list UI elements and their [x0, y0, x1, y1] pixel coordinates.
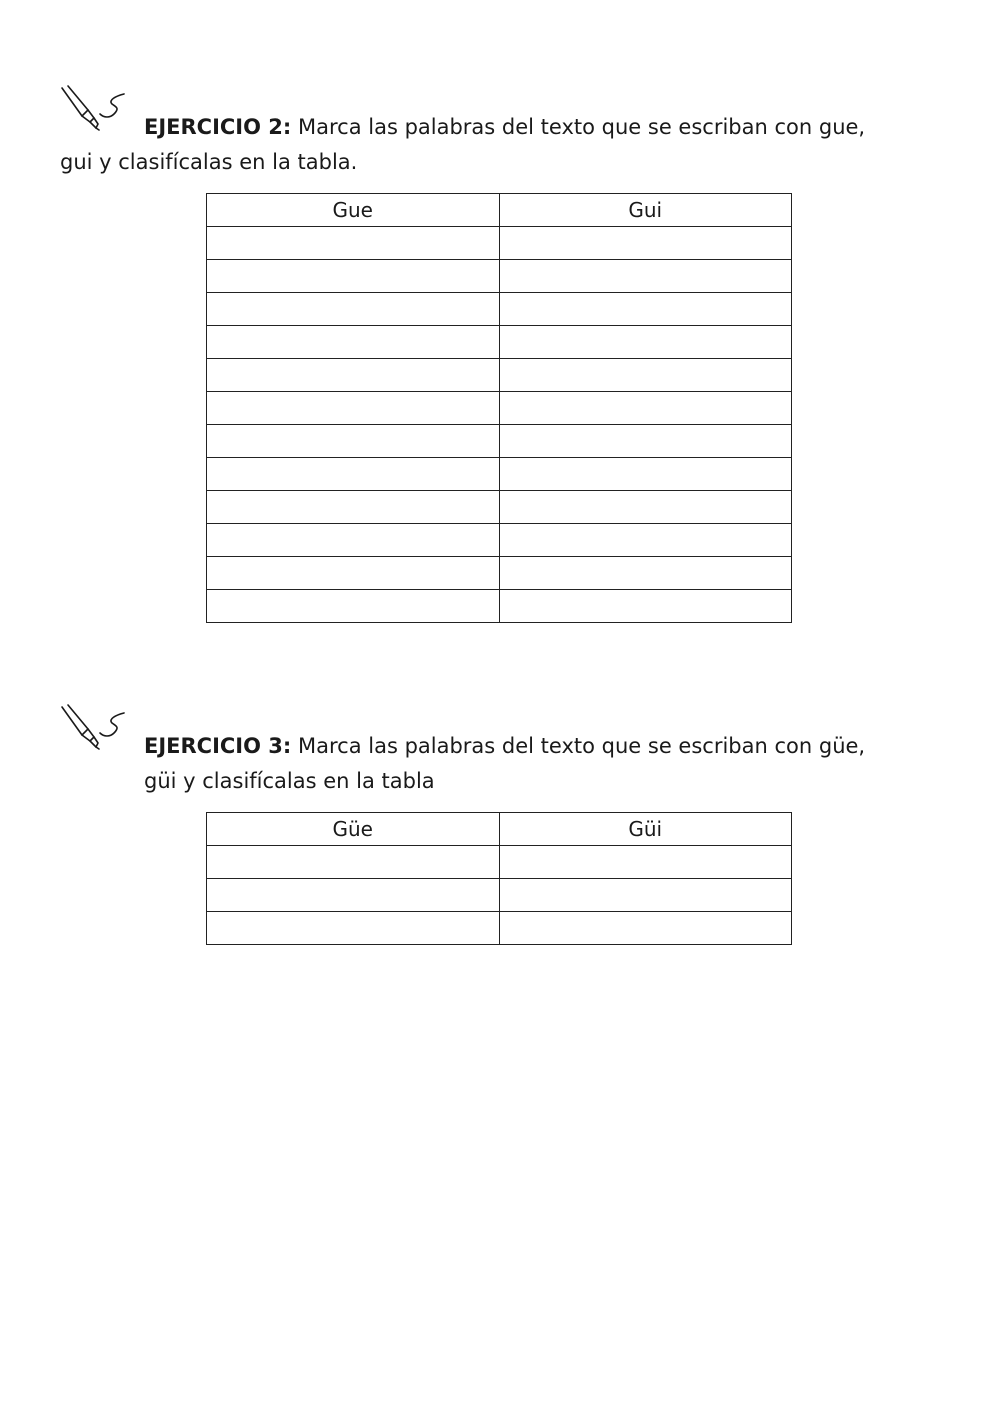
table-row	[207, 392, 792, 425]
answer-cell[interactable]	[499, 326, 792, 359]
table-row	[207, 359, 792, 392]
table-row	[207, 879, 792, 912]
answer-cell[interactable]	[499, 912, 792, 945]
table-row	[207, 260, 792, 293]
answer-cell[interactable]	[499, 557, 792, 590]
answer-cell[interactable]	[207, 227, 500, 260]
exercise-2-table	[206, 193, 792, 623]
exercise-2-instruction	[60, 110, 865, 180]
answer-cell[interactable]	[499, 458, 792, 491]
pen-writing-icon	[58, 703, 130, 755]
answer-cell[interactable]	[499, 227, 792, 260]
answer-cell[interactable]	[207, 326, 500, 359]
answer-cell[interactable]	[207, 846, 500, 879]
answer-cell[interactable]	[207, 458, 500, 491]
answer-cell[interactable]	[207, 293, 500, 326]
answer-cell[interactable]	[207, 425, 500, 458]
table-row	[207, 326, 792, 359]
answer-cell[interactable]	[207, 590, 500, 623]
table-row	[207, 590, 792, 623]
table-row	[207, 458, 792, 491]
answer-cell[interactable]	[207, 524, 500, 557]
table-header-row	[207, 813, 792, 846]
answer-cell[interactable]	[499, 524, 792, 557]
column-header-gui-dieresis: Güi	[499, 813, 792, 846]
answer-cell[interactable]	[499, 293, 792, 326]
column-header-gue-dieresis: Güe	[207, 813, 500, 846]
answer-cell[interactable]	[207, 557, 500, 590]
table-header-row	[207, 194, 792, 227]
answer-cell[interactable]	[207, 260, 500, 293]
table-row	[207, 846, 792, 879]
answer-cell[interactable]	[207, 879, 500, 912]
exercise-3-label: EJERCICIO 3:	[144, 734, 292, 758]
table-row	[207, 912, 792, 945]
exercise-3-text-line2: güi y clasifícalas en la tabla	[144, 769, 435, 793]
answer-cell[interactable]	[499, 425, 792, 458]
table-row	[207, 491, 792, 524]
answer-cell[interactable]	[499, 392, 792, 425]
exercise-2-text-line2: gui y clasifícalas en la tabla.	[60, 150, 358, 174]
exercise-2-label: EJERCICIO 2:	[144, 115, 292, 139]
answer-cell[interactable]	[207, 392, 500, 425]
column-header-gue: Gue	[207, 194, 500, 227]
answer-cell[interactable]	[499, 491, 792, 524]
column-header-gui: Gui	[499, 194, 792, 227]
table-row	[207, 227, 792, 260]
table-row	[207, 293, 792, 326]
table-row	[207, 557, 792, 590]
table-row	[207, 425, 792, 458]
answer-cell[interactable]	[499, 260, 792, 293]
answer-cell[interactable]	[499, 879, 792, 912]
exercise-3-table	[206, 812, 792, 945]
answer-cell[interactable]	[207, 359, 500, 392]
answer-cell[interactable]	[499, 359, 792, 392]
table-row	[207, 524, 792, 557]
answer-cell[interactable]	[207, 912, 500, 945]
exercise-3-instruction	[144, 729, 865, 799]
answer-cell[interactable]	[499, 590, 792, 623]
answer-cell[interactable]	[499, 846, 792, 879]
exercise-2-text-line1: Marca las palabras del texto que se escriban con gue,	[298, 115, 866, 139]
answer-cell[interactable]	[207, 491, 500, 524]
exercise-3-text-line1: Marca las palabras del texto que se escriban con güe,	[298, 734, 866, 758]
